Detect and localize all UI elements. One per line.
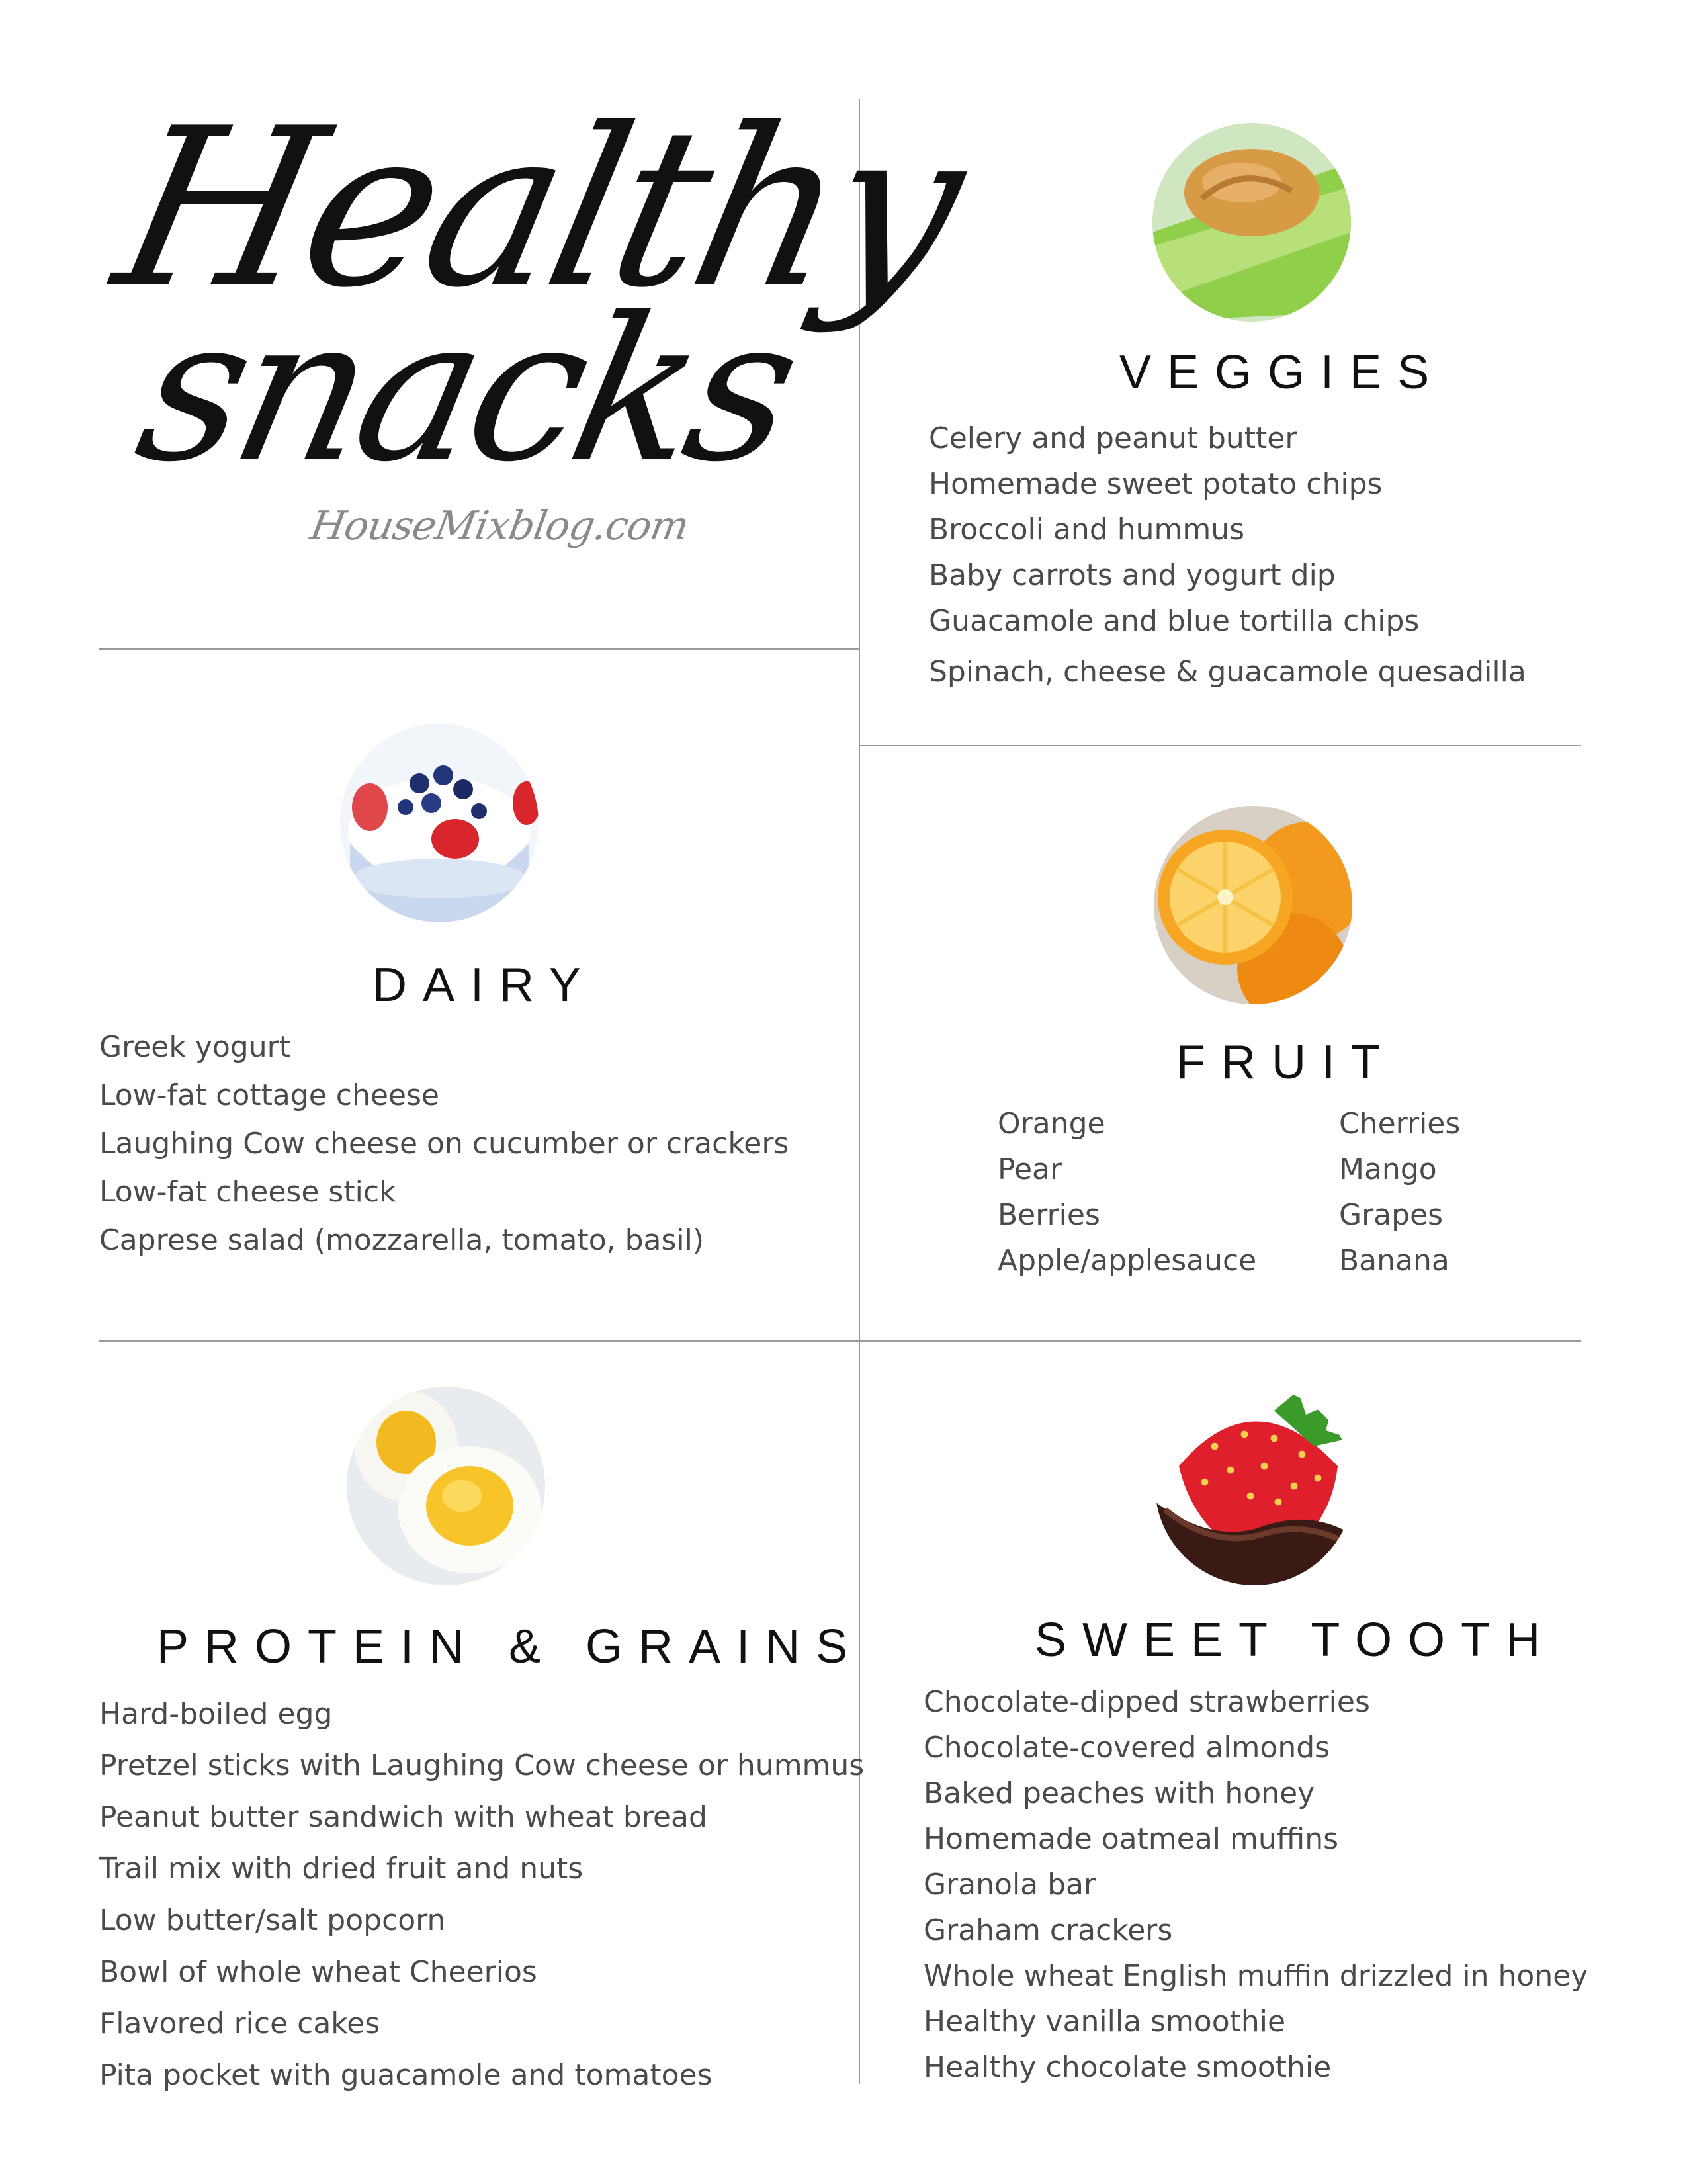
- list-item: Broccoli and hummus: [929, 513, 1245, 546]
- list-item: Bowl of whole wheat Cheerios: [99, 1955, 537, 1989]
- list-item: Guacamole and blue tortilla chips: [929, 604, 1420, 638]
- list-item: Pear: [998, 1153, 1062, 1186]
- list-item: Low-fat cheese stick: [99, 1175, 396, 1209]
- list-item: Chocolate-covered almonds: [924, 1731, 1330, 1765]
- fruit-heading: FRUIT: [1176, 1036, 1396, 1089]
- yogurt-berries-photo: [340, 724, 539, 922]
- celery-peanut-butter-photo: [1152, 123, 1351, 322]
- list-item: Apple/applesauce: [998, 1244, 1257, 1278]
- list-item: Laughing Cow cheese on cucumber or crackers: [99, 1127, 789, 1160]
- list-item: Whole wheat English muffin drizzled in honey: [924, 1959, 1588, 1993]
- list-item: Berries: [998, 1198, 1100, 1232]
- list-item: Low butter/salt popcorn: [99, 1903, 446, 1937]
- list-item: Pita pocket with guacamole and tomatoes: [99, 2058, 713, 2092]
- fruit-list-left: [998, 1101, 1256, 1284]
- list-item: Orange: [998, 1107, 1105, 1141]
- title-line-1: Healthy: [99, 81, 978, 335]
- list-item: Chocolate-dipped strawberries: [924, 1685, 1370, 1719]
- list-item: Healthy chocolate smoothie: [924, 2050, 1332, 2084]
- list-item: Mango: [1339, 1153, 1437, 1186]
- list-item: Pretzel sticks with Laughing Cow cheese or hummus: [99, 1749, 865, 1782]
- list-item: Baked peaches with honey: [924, 1776, 1315, 1810]
- sweet-tooth-list: [924, 1679, 1588, 2090]
- list-item: Homemade oatmeal muffins: [924, 1822, 1339, 1856]
- dairy-heading: DAIRY: [372, 959, 597, 1012]
- list-item: Grapes: [1339, 1198, 1444, 1232]
- list-item: Celery and peanut butter: [929, 421, 1297, 455]
- list-item: Peanut butter sandwich with wheat bread: [99, 1800, 707, 1834]
- list-item: Homemade sweet potato chips: [929, 467, 1383, 501]
- list-item: Trail mix with dried fruit and nuts: [99, 1852, 584, 1886]
- list-item: Cherries: [1339, 1107, 1461, 1141]
- list-item: Baby carrots and yogurt dip: [929, 558, 1336, 592]
- fruit-list-right: [1339, 1101, 1460, 1284]
- protein-grains-heading: PROTEIN & GRAINS: [157, 1620, 864, 1673]
- oranges-photo: [1154, 806, 1352, 1004]
- chocolate-strawberry-photo: [1155, 1387, 1354, 1585]
- dairy-list: [99, 1023, 789, 1264]
- list-item: Healthy vanilla smoothie: [924, 2005, 1286, 2038]
- divider-right-top: [860, 745, 1581, 746]
- sweet-tooth-heading: SWEET TOOTH: [1035, 1614, 1557, 1667]
- veggies-heading: VEGGIES: [1119, 346, 1446, 399]
- list-item: Greek yogurt: [99, 1030, 290, 1064]
- divider-left-top: [99, 648, 860, 650]
- boiled-egg-photo: [347, 1387, 545, 1585]
- site-watermark: HouseMixblog.com: [306, 503, 692, 549]
- list-item: Granola bar: [924, 1868, 1096, 1901]
- protein-grains-list: [99, 1688, 864, 2101]
- list-item: Flavored rice cakes: [99, 2007, 380, 2040]
- page-title: [99, 81, 978, 505]
- list-item: Spinach, cheese & guacamole quesadilla: [929, 655, 1526, 689]
- list-item: Caprese salad (mozzarella, tomato, basil): [99, 1223, 705, 1257]
- veggies-list: [929, 415, 1526, 695]
- list-item: Graham crackers: [924, 1913, 1173, 1947]
- list-item: Hard-boiled egg: [99, 1697, 333, 1731]
- title-line-2: snacks: [121, 275, 812, 505]
- divider-middle: [99, 1340, 1581, 1342]
- list-item: Banana: [1339, 1244, 1449, 1278]
- list-item: Low-fat cottage cheese: [99, 1078, 439, 1112]
